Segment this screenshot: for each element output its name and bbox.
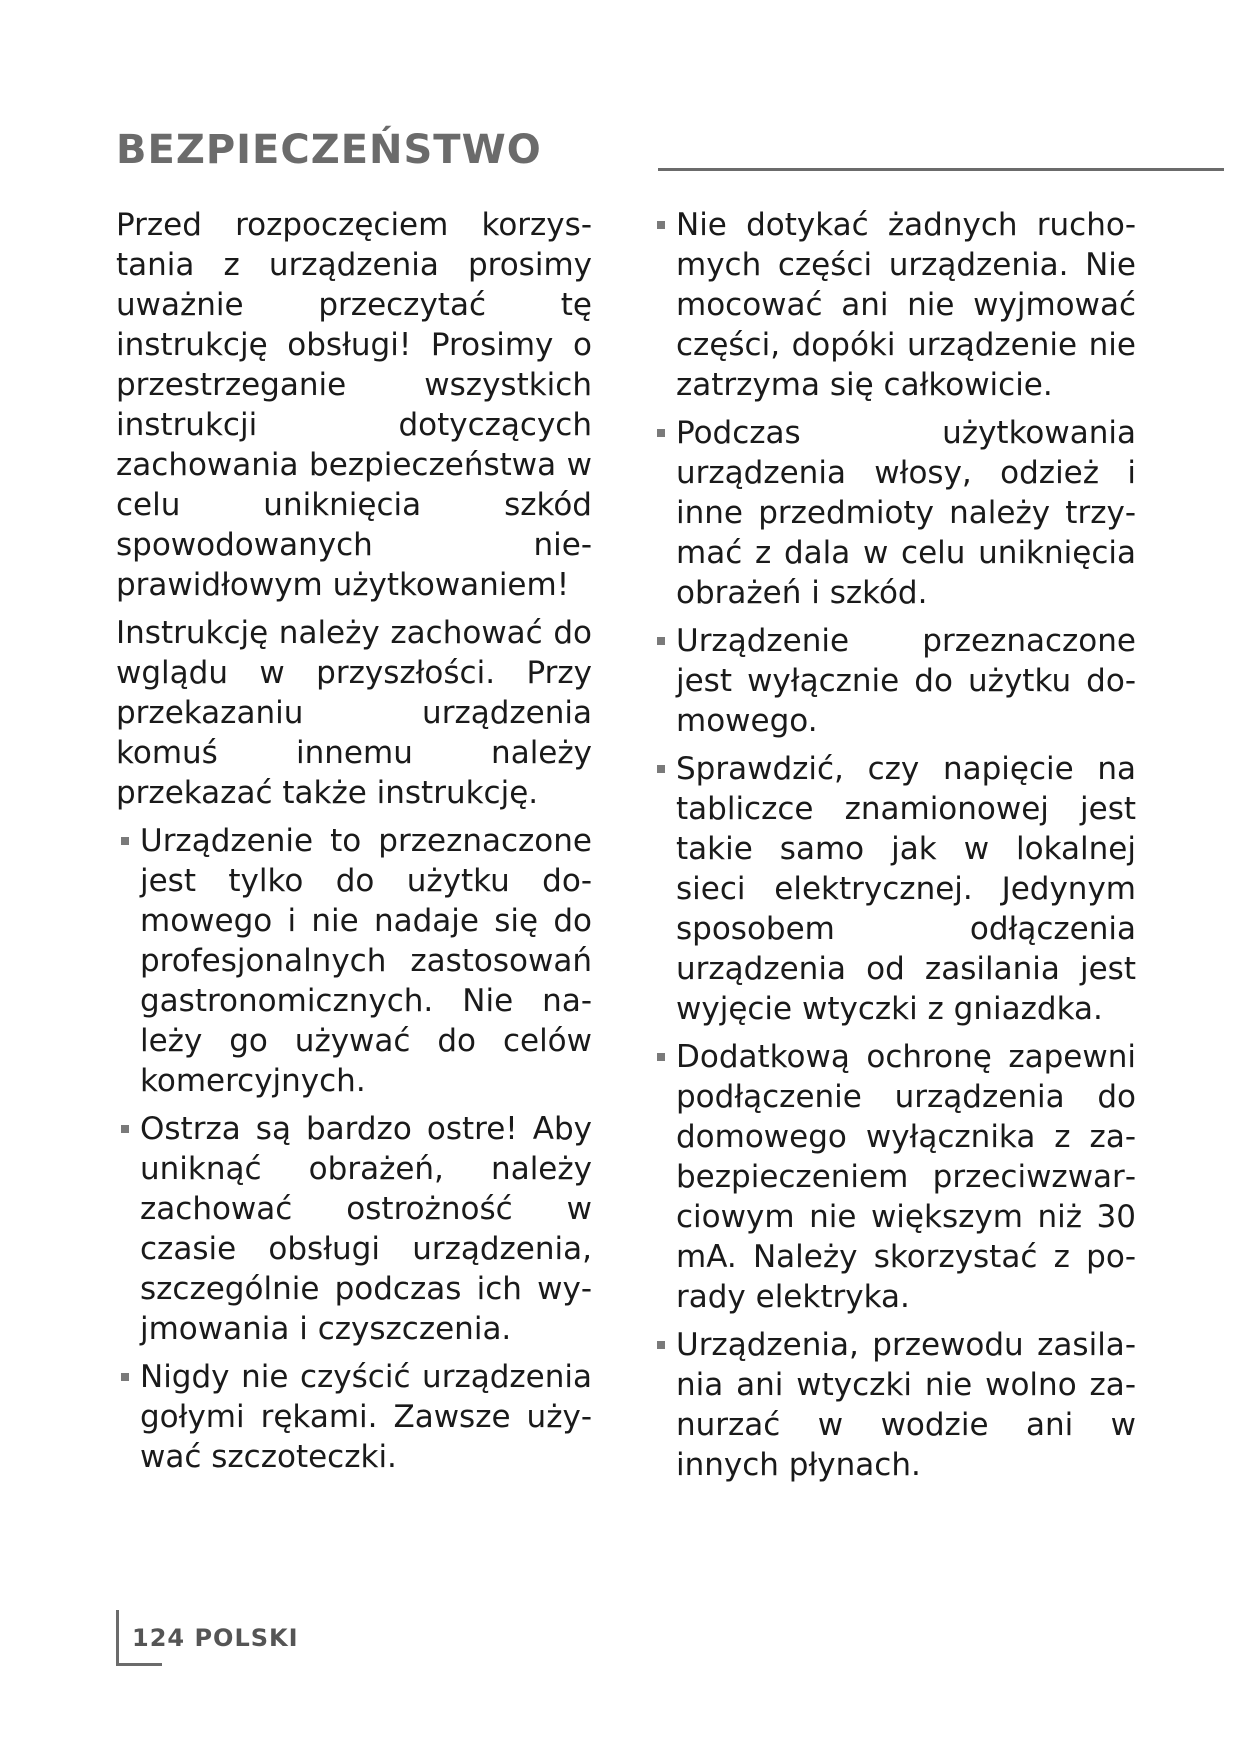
list-item: [652, 749, 1136, 1029]
list-item: [652, 413, 1136, 613]
footer-corner-rule: [116, 1610, 119, 1666]
list-item-text: Ostrza są bardzo ostre! Aby uniknąć obrażeń, należy zachować ostrożność w czasie obsługi urządzenia, szczególnie podczas ich wyjmowania i czyszczenia.: [140, 1111, 592, 1347]
list-item-text: Urządzenie przeznaczone jest wyłącznie do użytku domowego.: [676, 623, 1136, 739]
list-item-text: Sprawdzić, czy napięcie na tabliczce znamionowej jest takie samo jak w lokalnej sieci elektrycznej. Jedynym sposobem odłączenia urządzenia od zasilania jest wyjęcie wtyczki z gniazdka.: [676, 751, 1136, 1027]
left-bullet-list: [116, 821, 592, 1477]
square-bullet-icon: [657, 221, 665, 229]
intro-paragraph-2: Instrukcję należy zachować do wglądu w przyszłości. Przy przekazaniu urządzenia komuś innemu należy przekazać także instrukcję.: [116, 615, 592, 811]
page-title: BEZPIECZEŃSTWO: [116, 127, 542, 173]
square-bullet-icon: [657, 637, 665, 645]
list-item-text: Dodatkową ochronę zapewni podłączenie urządzenia do domowego wyłącznika z zabezpieczeniem przeciwzwarciowym nie większym niż 30 mA. Należy skorzystać z porady elektryka.: [676, 1039, 1136, 1315]
footer-base-rule: [116, 1663, 162, 1666]
list-item: [652, 1325, 1136, 1485]
list-item-text: Urządzenie to przeznaczone jest tylko do użytku domowego i nie nadaje się do profesjonalnych zastosowań gastronomicznych. Nie należy go używać do celów komercyjnych.: [140, 823, 592, 1099]
square-bullet-icon: [121, 837, 129, 845]
list-item-text: Nigdy nie czyścić urządzenia gołymi rękami. Zawsze używać szczoteczki.: [140, 1359, 592, 1475]
footer-language: POLSKI: [194, 1624, 299, 1652]
list-item-text: Urządzenia, przewodu zasilania ani wtyczki nie wolno zanurzać w wodzie ani w innych płynach.: [676, 1327, 1136, 1483]
square-bullet-icon: [657, 429, 665, 437]
list-item: [116, 1109, 592, 1349]
square-bullet-icon: [121, 1373, 129, 1381]
intro-paragraph-1: Przed rozpoczęciem korzystania z urządzenia prosimy uważnie przeczytać tę instrukcję obsługi! Prosimy o przestrzeganie wszystkich instrukcji dotyczących zachowania bezpieczeństwa w celu uniknięcia szkód spowodowanych nieprawidłowym użytkowaniem!: [116, 207, 592, 603]
list-item: [652, 205, 1136, 405]
right-bullet-list: [652, 205, 1136, 1485]
square-bullet-icon: [657, 765, 665, 773]
footer-label: [132, 1624, 299, 1652]
list-item-text: Nie dotykać żadnych ruchomych części urządzenia. Nie mocować ani nie wyjmować części, dopóki urządzenie nie zatrzyma się całkowicie.: [676, 207, 1136, 403]
list-item: [652, 1037, 1136, 1317]
list-item: [116, 1357, 592, 1477]
square-bullet-icon: [121, 1125, 129, 1133]
list-item-text: Podczas użytkowania urządzenia włosy, odzież i inne przedmioty należy trzymać z dala w celu uniknięcia obrażeń i szkód.: [676, 415, 1136, 611]
right-column: [652, 205, 1136, 1493]
section-header: [116, 120, 1106, 180]
page-number: 124: [132, 1624, 186, 1652]
square-bullet-icon: [657, 1341, 665, 1349]
square-bullet-icon: [657, 1053, 665, 1061]
list-item: [652, 621, 1136, 741]
left-column: [116, 205, 592, 1485]
list-item: [116, 821, 592, 1101]
title-rule: [658, 168, 1224, 171]
page-footer: [116, 1610, 316, 1666]
